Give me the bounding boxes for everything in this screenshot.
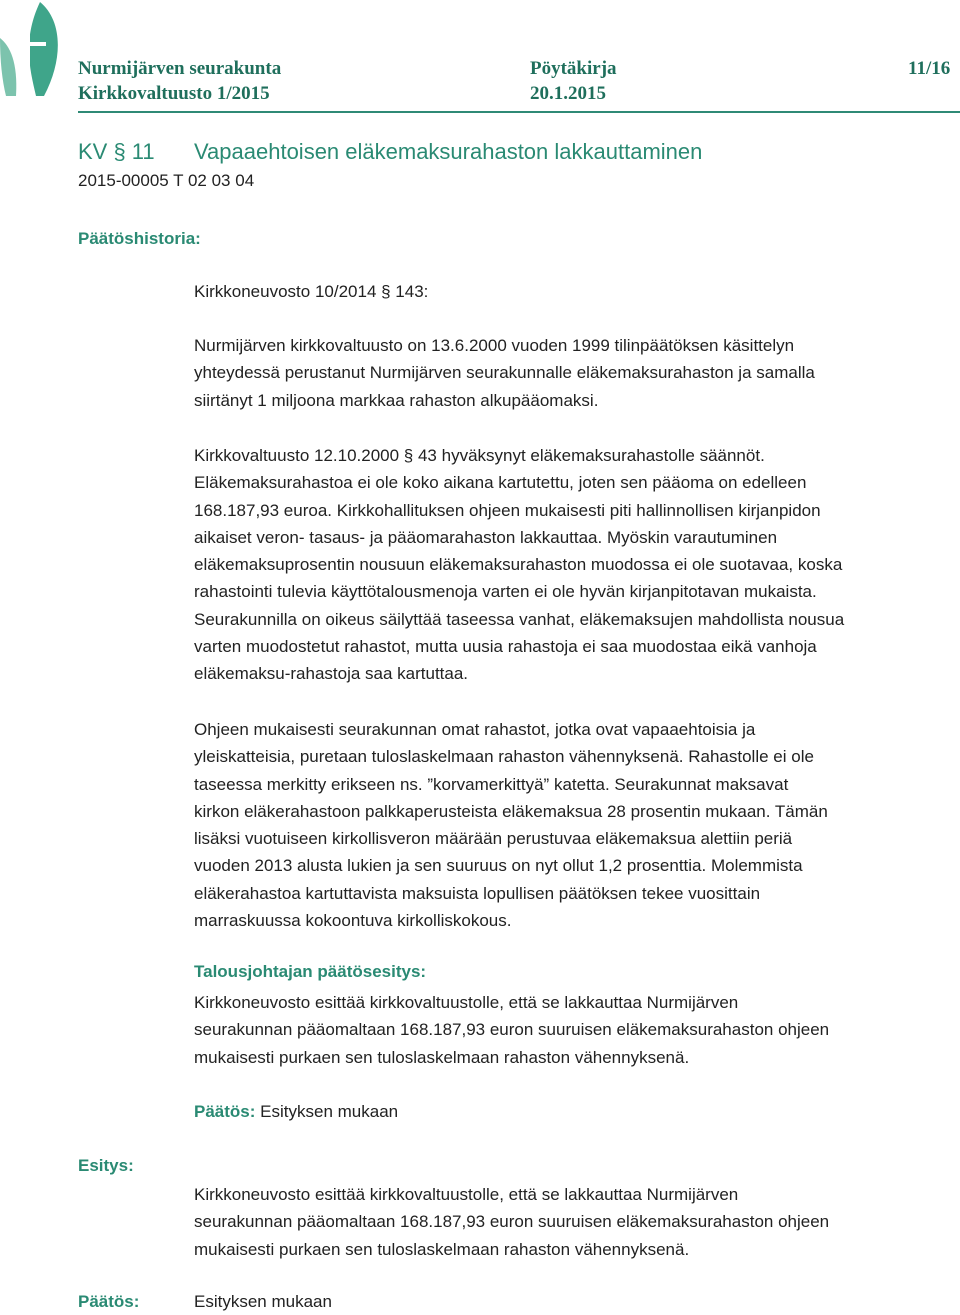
text-line: kirkon eläkerahastoon palkkaperusteista eläkemaksua 28 prosentin mukaan. Tämän	[194, 801, 828, 821]
text-line: eläkerahastoa kartuttavista maksuista lopullisen päätöksen tekee vuosittain	[194, 883, 761, 903]
text-line: marraskuussa kokoontuva kirkolliskokous.	[194, 911, 512, 931]
text-line: lisäksi vuotuiseen kirkollisveron määrään perustuvaa eläkemaksua alettiin periä	[194, 829, 793, 849]
text-line: eläkemaksuprosentin nousuun eläkemaksurahaston muodossa ei ole suotavaa, koska	[194, 555, 843, 575]
text-line: Kirkkoneuvosto esittää kirkkovaltuustolle, että se lakkauttaa Nurmijärven	[194, 1185, 739, 1204]
text-line: rahastointi tulevia käyttötalousmenoja varten ei ole hyvän kirjanpitotavan mukaista.	[194, 582, 817, 602]
paatos-label: Päätös:	[78, 1292, 140, 1311]
text-line: taseessa merkitty erikseen ns. ”korvamerkittyä” katetta. Seurakunnat maksavat	[194, 774, 789, 794]
proposal-text	[194, 989, 954, 1071]
text-line: seurakunnan pääomaltaan 168.187,93 euron suuruisen eläkemaksurahaston ohjeen	[194, 1020, 830, 1040]
text-line: seurakunnan pääomaltaan 168.187,93 euron suuruisen eläkemaksurahaston ohjeen	[194, 1212, 830, 1232]
history-paragraph-3	[194, 716, 954, 934]
header-meeting: Kirkkovaltuusto 1/2015	[78, 83, 270, 104]
history-decision-value: Esityksen mukaan	[260, 1102, 399, 1121]
header-doc-type: Pöytäkirja	[530, 58, 617, 79]
history-paragraph-1	[194, 332, 954, 414]
text-line: 168.187,93 euroa. Kirkkohallituksen ohjeen mukaisesti piti hallinnollisen kirjanpidon	[194, 500, 821, 520]
text-line: Eläkemaksurahastoa ei ole koko aikana kartutettu, joten sen pääoma on edelleen	[194, 473, 807, 493]
history-decision	[194, 1098, 398, 1125]
text-line: yleiskatteisia, puretaan tuloslaskelmaan rahaston vähennyksenä. Rahastolle ei ole	[194, 747, 814, 767]
text-line: Nurmijärven kirkkovaltuusto on 13.6.2000 vuoden 1999 tilinpäätöksen käsittelyn	[194, 336, 795, 355]
cross-leaf-logo-icon	[0, 0, 62, 104]
text-line: mukaisesti purkaen sen tuloslaskelmaan rahaston vähennyksenä.	[194, 1047, 690, 1067]
header-divider	[78, 111, 960, 113]
header-date: 20.1.2015	[530, 83, 606, 104]
history-label: Päätöshistoria:	[78, 229, 201, 248]
text-line: mukaisesti purkaen sen tuloslaskelmaan rahaston vähennyksenä.	[194, 1239, 690, 1259]
paatos-value: Esityksen mukaan	[194, 1292, 332, 1311]
text-line: Seurakunnilla on oikeus säilyttää taseessa vanhat, eläkemaksujen mahdollista nousua	[194, 609, 845, 629]
proposal-label: Talousjohtajan päätösesitys:	[194, 962, 427, 981]
text-line: Kirkkovaltuusto 12.10.2000 § 43 hyväksynyt eläkemaksurahastolle säännöt.	[194, 446, 765, 465]
text-line: yhteydessä perustanut Nurmijärven seurakunnalle eläkemaksurahaston ja samalla	[194, 363, 815, 383]
history-subheading: Kirkkoneuvosto 10/2014 § 143:	[194, 282, 429, 301]
text-line: varten muodostetut rahastot, mutta uusia rahastoja ei saa muodostaa eikä vanhoja	[194, 637, 817, 657]
item-number: KV § 11	[78, 139, 155, 164]
text-line: siirtänyt 1 miljoona markkaa rahaston alkupääomaksi.	[194, 390, 599, 410]
text-line: vuoden 2013 alusta lukien ja sen suuruus on nyt ollut 1,2 prosenttia. Molemmista	[194, 856, 803, 876]
record-id: 2015-00005 T 02 03 04	[78, 171, 255, 190]
esitys-label: Esitys:	[78, 1156, 134, 1175]
esitys-text	[194, 1181, 954, 1263]
history-decision-label: Päätös:	[194, 1102, 256, 1121]
text-line: aikaiset veron- tasaus- ja pääomarahaston lakkauttaa. Myöskin varautuminen	[194, 527, 778, 547]
header-org: Nurmijärven seurakunta	[78, 58, 282, 79]
item-title: Vapaaehtoisen eläkemaksurahaston lakkauttaminen	[194, 139, 703, 164]
header-page-number: 11/16	[908, 58, 951, 79]
text-line: Ohjeen mukaisesti seurakunnan omat rahastot, jotka ovat vapaaehtoisia ja	[194, 720, 756, 739]
text-line: Kirkkoneuvosto esittää kirkkovaltuustolle, että se lakkauttaa Nurmijärven	[194, 993, 739, 1012]
history-paragraph-2	[194, 442, 960, 688]
text-line: eläkemaksu-rahastoja saa kartuttaa.	[194, 664, 469, 684]
